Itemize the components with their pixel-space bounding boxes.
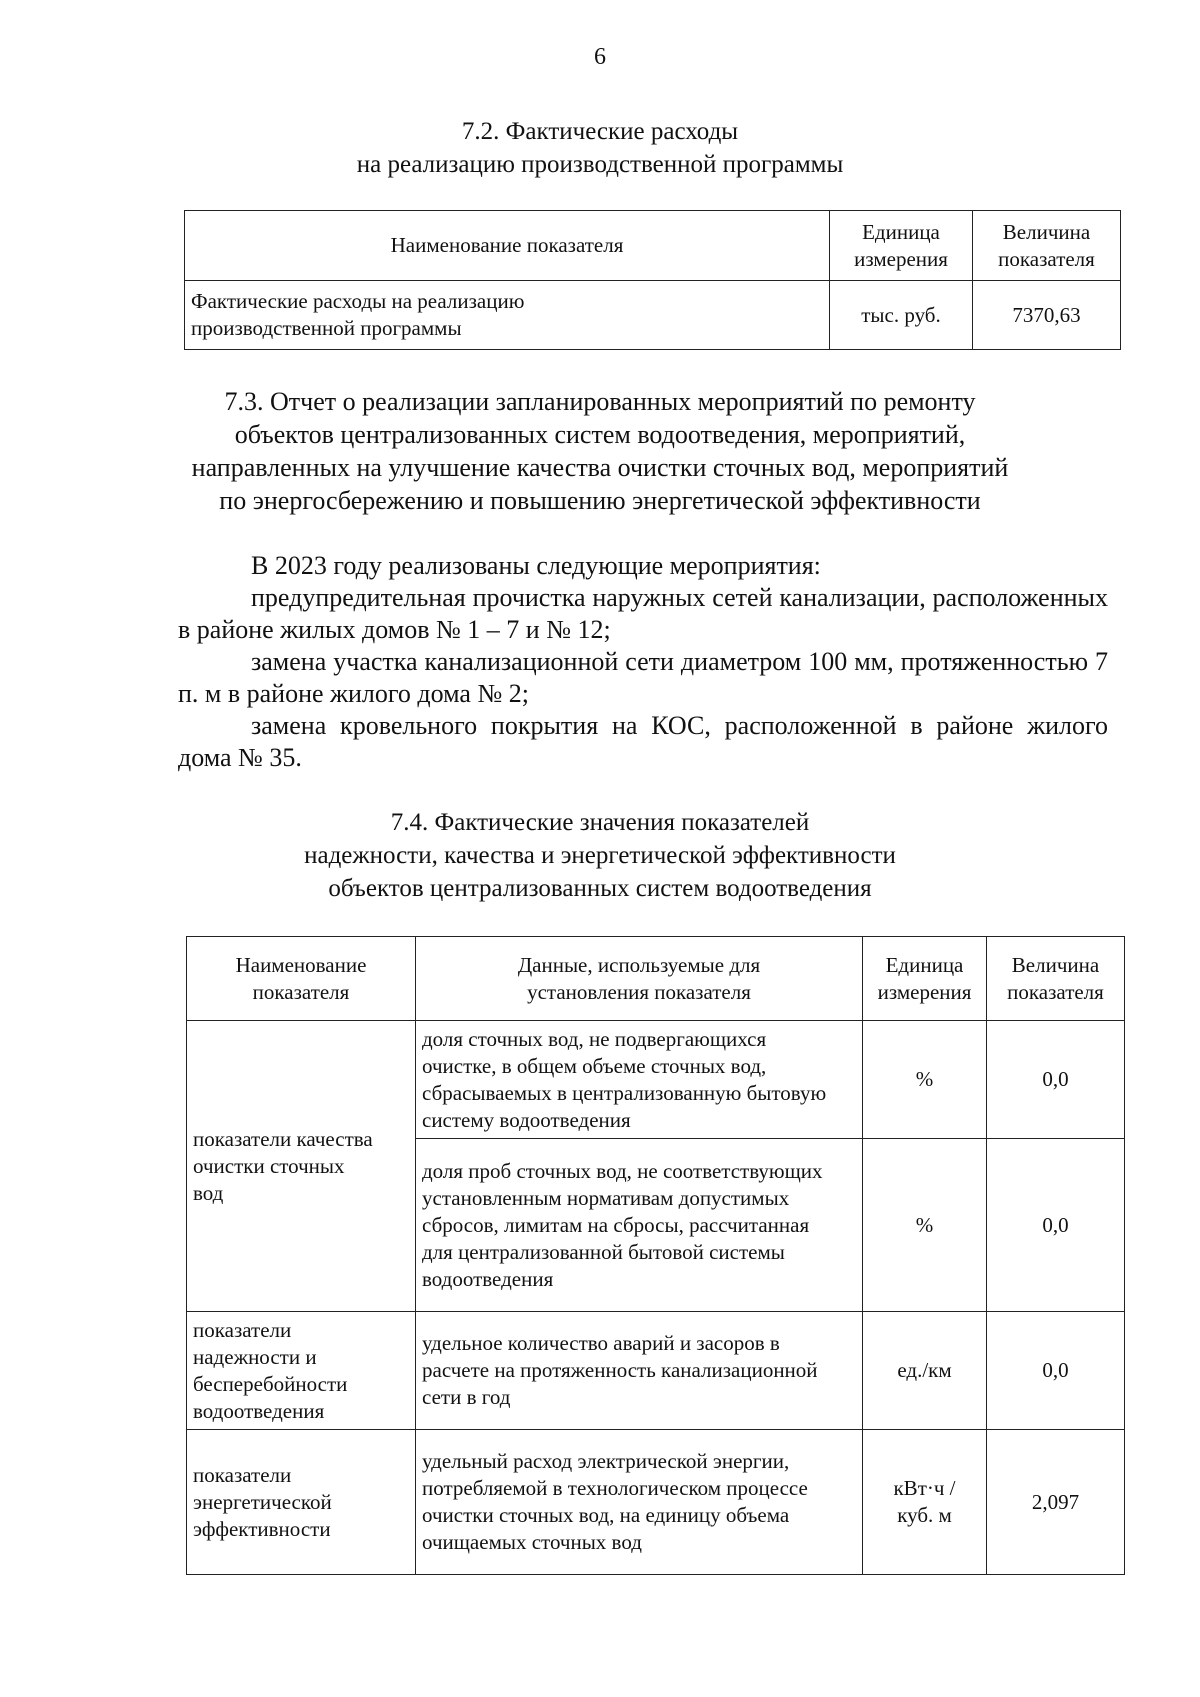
section-7-4-title	[0, 806, 1200, 905]
measure-item: предупредительная прочистка наружных сетей канализации, расположенных в районе жилых домов № 1 – 7 и № 12;	[178, 583, 1108, 644]
title-line: по энергосбережению и повышению энергетической эффективности	[219, 486, 981, 515]
expenses-table	[184, 210, 1121, 350]
measure-item: замена участка канализационной сети диаметром 100 мм, протяженностью 7 п. м в районе жилого дома № 2;	[178, 647, 1108, 708]
value-cell: 2,097	[987, 1430, 1125, 1575]
header-value: Величина показателя	[987, 937, 1125, 1021]
measure-item: замена кровельного покрытия на КОС, расположенной в районе жилого дома № 35.	[178, 711, 1108, 772]
title-line: на реализацию производственной программы	[356, 151, 844, 178]
unit-cell: %	[863, 1139, 987, 1312]
title-line: 7.2. Фактические расходы	[461, 118, 739, 145]
data-cell: доля проб сточных вод, не соответствующих установленным нормативам допустимых сбросов, лимитам на сбросы, рассчитанная для централизованной бытовой системы водоотведения	[416, 1139, 863, 1312]
section-7-3-body	[178, 550, 1108, 774]
group-name-cell: показатели энергетической эффективности	[187, 1430, 416, 1575]
title-line: 7.4. Фактические значения показателей	[390, 809, 810, 836]
indicators-table	[186, 936, 1125, 1575]
group-name-cell: показатели надежности и бесперебойности водоотведения	[187, 1312, 416, 1430]
header-unit: Единица измерения	[863, 937, 987, 1021]
value-cell: 0,0	[987, 1312, 1125, 1430]
measures-intro: В 2023 году реализованы следующие мероприятия:	[251, 551, 821, 580]
expenses-value-cell: 7370,63	[973, 281, 1121, 350]
header-indicator-name: Наименование показателя	[187, 937, 416, 1021]
section-7-3-title	[0, 385, 1200, 517]
header-unit: Единица измерения	[830, 211, 973, 281]
header-indicator-name: Наименование показателя	[185, 211, 830, 281]
group-name-cell: показатели качества очистки сточных вод	[187, 1021, 416, 1312]
header-value: Величина показателя	[973, 211, 1121, 281]
title-line: 7.3. Отчет о реализации запланированных мероприятий по ремонту	[224, 387, 976, 416]
value-cell: 0,0	[987, 1021, 1125, 1139]
value-cell: 0,0	[987, 1139, 1125, 1312]
unit-cell: %	[863, 1021, 987, 1139]
expenses-name-cell: Фактические расходы на реализацию производственной программы	[185, 281, 830, 350]
data-cell: доля сточных вод, не подвергающихся очистке, в общем объеме сточных вод, сбрасываемых в централизованную бытовую систему водоотведения	[416, 1021, 863, 1139]
title-line: направленных на улучшение качества очистки сточных вод, мероприятий	[191, 453, 1009, 482]
title-line: надежности, качества и энергетической эффективности	[304, 842, 896, 869]
header-source-data: Данные, используемые для установления показателя	[416, 937, 863, 1021]
title-line: объектов централизованных систем водоотведения	[328, 875, 872, 902]
expenses-unit-cell: тыс. руб.	[830, 281, 973, 350]
page-number: 6	[594, 44, 606, 70]
unit-cell: кВт·ч / куб. м	[863, 1430, 987, 1575]
data-cell: удельное количество аварий и засоров в расчете на протяженность канализационной сети в год	[416, 1312, 863, 1430]
unit-cell: ед./км	[863, 1312, 987, 1430]
data-cell: удельный расход электрической энергии, потребляемой в технологическом процессе очистки сточных вод, на единицу объема очищаемых сточных вод	[416, 1430, 863, 1575]
title-line: объектов централизованных систем водоотведения, мероприятий,	[234, 420, 966, 449]
section-7-2-title	[0, 115, 1200, 181]
